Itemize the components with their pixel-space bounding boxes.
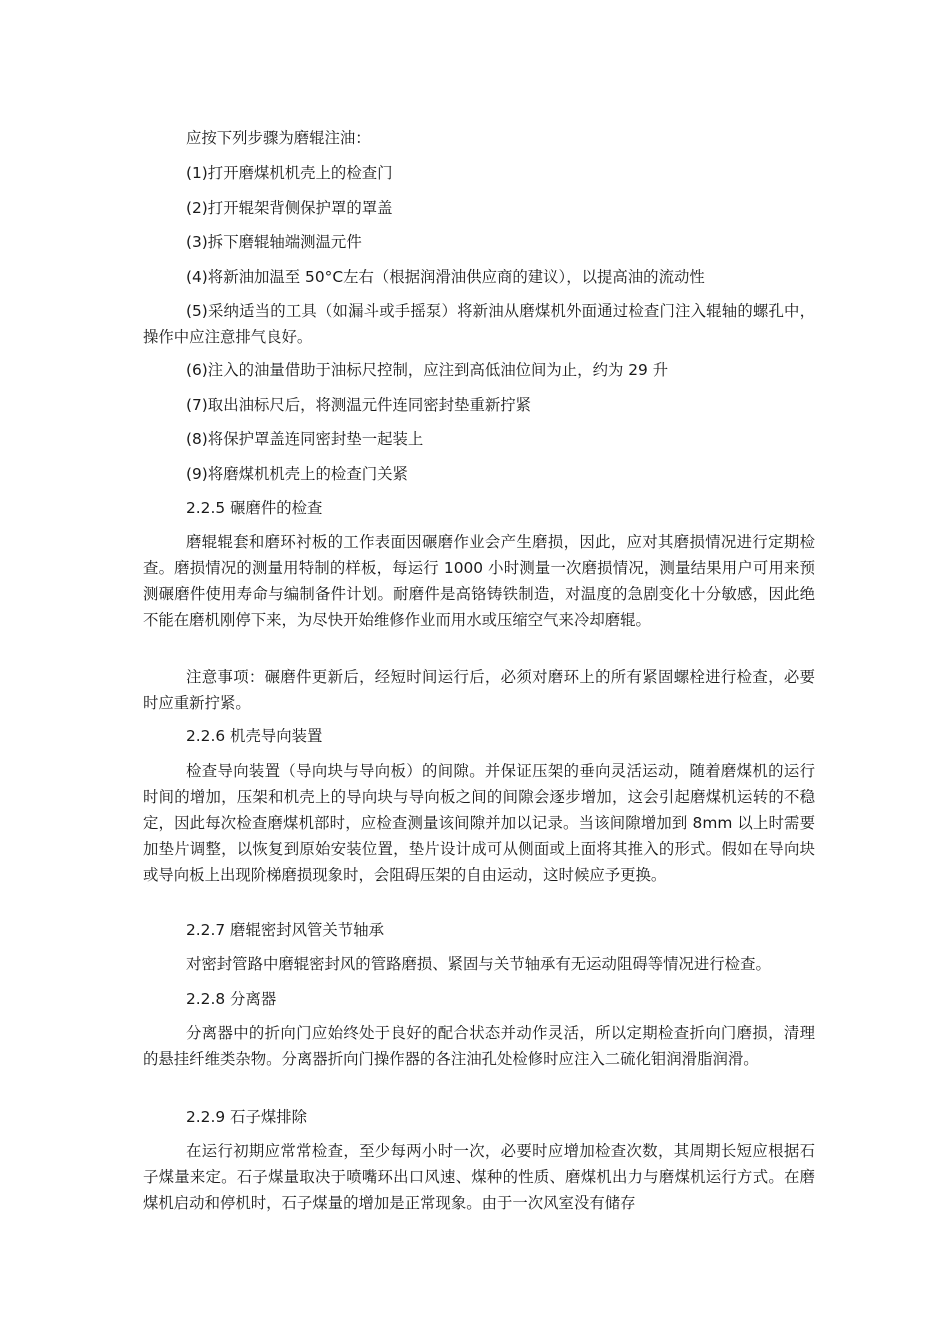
section-heading-2-2-5: 2.2.5 碾磨件的检查 [186,499,323,517]
step-9: (9)将磨煤机机壳上的检查门关紧 [186,465,408,483]
step-4: (4)将新油加温至 50°C左右（根据润滑油供应商的建议），以提高油的流动性 [186,268,705,286]
step-8: (8)将保护罩盖连同密封垫一起装上 [186,430,424,448]
section-2-2-9-paragraph-1: 在运行初期应常常检查，至少每两小时一次，必要时应增加检查次数，其周期长短应根据石子煤量来定。石子煤量取决于喷嘴环出口风速、煤种的性质、磨煤机出力与磨煤机运行方式。在磨煤机启动和停机时，石子煤量的增加是正常现象。由于一次风室没有储存 [143,1142,815,1212]
section-2-2-7-paragraph-1: 对密封管路中磨辊密封风的管路磨损、紧固与关节轴承有无运动阻碍等情况进行检查。 [186,955,771,973]
step-3: (3)拆下磨辊轴端测温元件 [186,233,362,251]
section-2-2-8-paragraph-1: 分离器中的折向门应始终处于良好的配合状态并动作灵活，所以定期检查折向门磨损，清理的悬挂纤维类杂物。分离器折向门操作器的各注油孔处检修时应注入二硫化钼润滑脂润滑。 [143,1024,815,1068]
section-2-2-6-paragraph-1: 检查导向装置（导向块与导向板）的间隙。并保证压架的垂向灵活运动，随着磨煤机的运行时间的增加，压架和机壳上的导向块与导向板之间的间隙会逐步增加，这会引起磨煤机运转的不稳定，因此每次检查磨煤机部时，应检查测量该间隙并加以记录。当该间隙增加到 8mm 以上时需要加垫片调整，以恢复到原始安装位置，垫片设计成可从侧面或上面将其推入的形式。假如在导向块或导向板上出现阶梯磨损现象时，会阻碍压架的自由运动，这时候应予更换。 [143,762,815,884]
step-6: (6)注入的油量借助于油标尺控制，应注到高低油位间为止，约为 29 升 [186,361,669,379]
step-5: (5)采纳适当的工具（如漏斗或手摇泵）将新油从磨煤机外面通过检查门注入辊轴的螺孔中，操作中应注意排气良好。 [143,302,815,346]
section-heading-2-2-9: 2.2.9 石子煤排除 [186,1108,308,1126]
section-heading-2-2-7: 2.2.7 磨辊密封风管关节轴承 [186,921,384,939]
step-1: (1)打开磨煤机机壳上的检查门 [186,164,393,182]
intro-text: 应按下列步骤为磨辊注油： [186,129,371,147]
step-2: (2)打开辊架背侧保护罩的罩盖 [186,199,393,217]
section-2-2-5-paragraph-2: 注意事项：碾磨件更新后，经短时间运行后，必须对磨环上的所有紧固螺栓进行检查，必要时应重新拧紧。 [143,668,815,712]
section-heading-2-2-6: 2.2.6 机壳导向装置 [186,727,323,745]
section-2-2-5-paragraph-1: 磨辊辊套和磨环衬板的工作表面因碾磨作业会产生磨损，因此，应对其磨损情况进行定期检查。磨损情况的测量用特制的样板，每运行 1000 小时测量一次磨损情况，测量结果用户可用来预测碾磨件使用寿命与编制备件计划。耐磨件是高铬铸铁制造，对温度的急剧变化十分敏感，因此绝不能在磨机刚停下来，为尽快开始维修作业而用水或压缩空气来冷却磨辊。 [143,533,815,629]
step-7: (7)取出油标尺后，将测温元件连同密封垫重新拧紧 [186,396,532,414]
section-heading-2-2-8: 2.2.8 分离器 [186,990,277,1008]
